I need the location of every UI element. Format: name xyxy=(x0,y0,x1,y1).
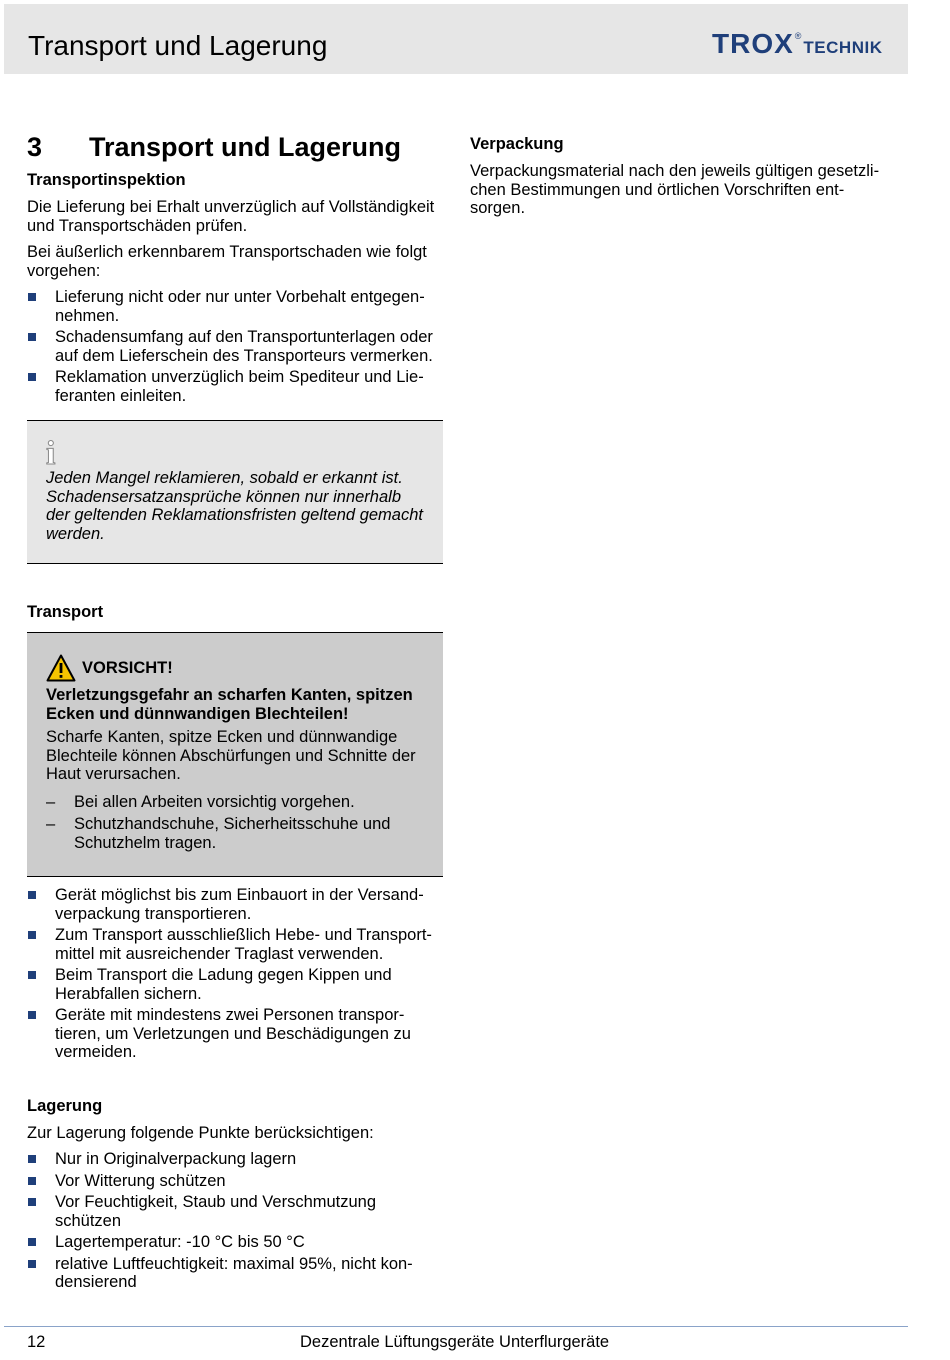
page-number: 12 xyxy=(27,1333,46,1351)
page-header xyxy=(4,4,908,74)
info-box xyxy=(27,420,443,564)
warning-title: VORSICHT! xyxy=(82,658,173,677)
warning-list xyxy=(46,793,425,853)
list-item: relative Luftfeuchtigkeit: maximal 95%, nicht kondensierend xyxy=(27,1255,443,1292)
list-item: Beim Transport die Ladung gegen Kippen und Herabfallen sichern. xyxy=(27,966,443,1003)
chapter-heading xyxy=(27,130,443,164)
list-item: Lagertemperatur: -10 °C bis 50 °C xyxy=(27,1233,443,1252)
storage-list xyxy=(27,1150,443,1292)
warning-box xyxy=(27,632,443,877)
chapter-title: Transport und Lagerung xyxy=(89,132,402,162)
chapter-number: 3 xyxy=(27,132,43,162)
list-item: – Schutzhandschuhe, Sicherheitsschuhe und Schutzhelm tragen. xyxy=(46,815,425,852)
list-item: Vor Feuchtigkeit, Staub und Verschmutzung schützen xyxy=(27,1193,443,1230)
left-column xyxy=(27,130,443,1295)
storage-intro: Zur Lagerung folgende Punkte berücksichtigen: xyxy=(27,1123,374,1142)
inspection-list xyxy=(27,288,443,405)
section-heading-transport: Transport xyxy=(27,603,104,621)
list-item: Reklamation unverzüglich beim Spediteur und Lieferanten einleiten. xyxy=(27,368,443,405)
right-column xyxy=(470,134,890,218)
list-item: – Bei allen Arbeiten vorsichtig vorgehen. xyxy=(46,793,425,812)
info-icon: i xyxy=(46,435,56,472)
list-item: Schadensumfang auf den Transportunterlagen oder auf dem Lieferschein des Transporteurs vermerken. xyxy=(27,328,443,365)
warning-headline: Verletzungsgefahr an scharfen Kanten, spitzen Ecken und dünnwandigen Blechteilen! xyxy=(46,686,413,723)
inspection-paragraph: Bei äußerlich erkennbarem Transportschaden wie folgt vorgehen: xyxy=(27,243,427,280)
list-item: Lieferung nicht oder nur unter Vorbehalt entgegennehmen. xyxy=(27,288,443,325)
trox-logo xyxy=(712,28,882,68)
warning-text: Scharfe Kanten, spitze Ecken und dünnwandige Blechteile können Abschürfungen und Schnitte der Haut verursachen. xyxy=(46,728,416,783)
logo-suffix: TECHNIK xyxy=(803,38,883,57)
list-item: Zum Transport ausschließlich Hebe- und Transportmittel mit ausreichender Traglast verwenden. xyxy=(27,926,443,963)
list-item: Geräte mit mindestens zwei Personen transportieren, um Verletzungen und Beschädigungen zu vermeiden. xyxy=(27,1006,443,1062)
packaging-text: Verpackungsmaterial nach den jeweils gültigen gesetzlichen Bestimmungen und örtlichen Vorschriften entsorgen. xyxy=(470,162,880,217)
section-heading-packaging: Verpackung xyxy=(470,135,564,153)
logo-registered-mark: ® xyxy=(794,31,802,41)
inspection-paragraph: Die Lieferung bei Erhalt unverzüglich auf Vollständigkeit und Transportschäden prüfen. xyxy=(27,198,435,235)
footer-title: Dezentrale Lüftungsgeräte Unterflurgeräte xyxy=(300,1333,610,1351)
warning-triangle-icon xyxy=(46,654,76,682)
header-title: Transport und Lagerung xyxy=(28,30,328,61)
section-heading-inspection: Transportinspektion xyxy=(27,171,186,189)
footer-divider xyxy=(4,1326,908,1327)
list-item: Gerät möglichst bis zum Einbauort in der Versandverpackung transportieren. xyxy=(27,886,443,923)
section-heading-storage: Lagerung xyxy=(27,1096,103,1115)
info-text: Jeden Mangel reklamieren, sobald er erkannt ist. Schadensersatzansprüche können nur innerhalb der geltenden Reklamationsfristen geltend gemacht werden. xyxy=(46,469,423,543)
logo-brand: TROX xyxy=(712,28,794,59)
transport-list xyxy=(27,886,443,1062)
warning-header xyxy=(46,653,425,683)
list-item: Vor Witterung schützen xyxy=(27,1172,443,1191)
list-item: Nur in Originalverpackung lagern xyxy=(27,1150,443,1169)
